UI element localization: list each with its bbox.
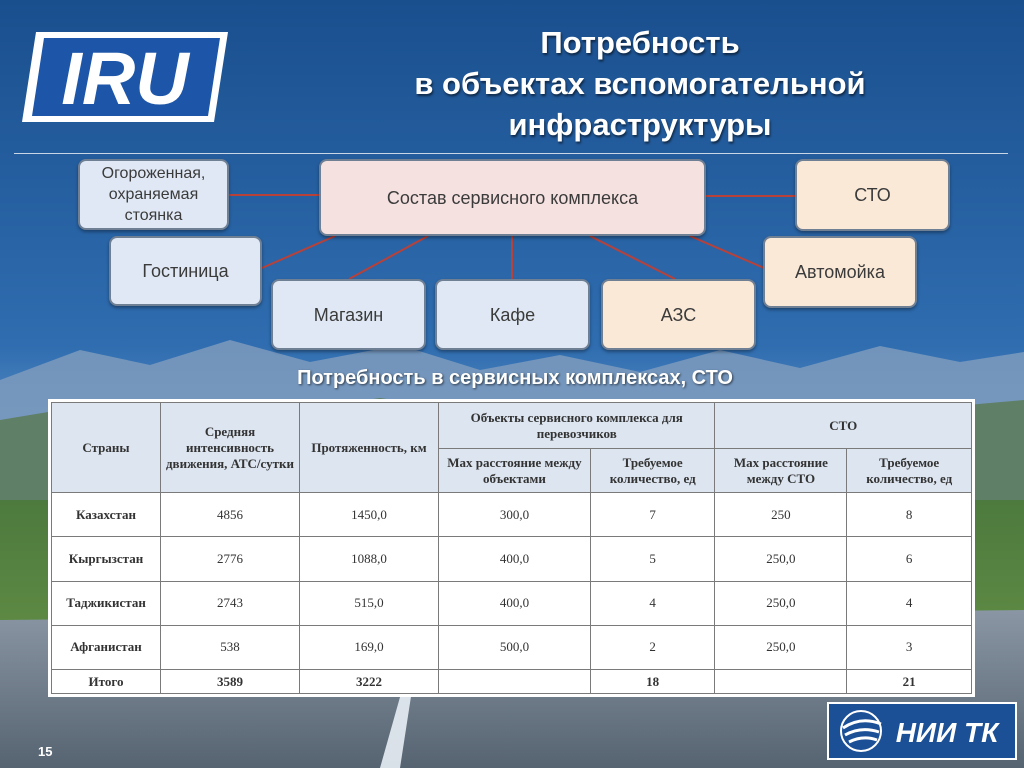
cell-traffic: 4856 — [161, 493, 300, 537]
cell-distance: 300,0 — [439, 493, 591, 537]
cell-country: Таджикистан — [52, 581, 161, 625]
gas-station-box — [601, 279, 756, 350]
cell-count: 5 — [590, 537, 715, 581]
service-needs-table — [48, 399, 975, 697]
cell-length: 1450,0 — [300, 493, 439, 537]
cell-count: 7 — [590, 493, 715, 537]
page-number: 15 — [38, 744, 53, 759]
cell-sto-count: 4 — [847, 581, 972, 625]
nii-tk-logo-text: НИИ ТК — [895, 717, 999, 748]
iru-logo-text: IRU — [61, 37, 189, 120]
table-row — [52, 537, 972, 581]
gas-station-label: АЗС — [660, 304, 697, 325]
total-label: Итого — [52, 670, 161, 694]
cell-sto-count: 8 — [847, 493, 972, 537]
cafe-box — [435, 279, 590, 350]
cell-length: 515,0 — [300, 581, 439, 625]
cell-sto-distance: 250,0 — [715, 625, 847, 669]
sto-label: СТО — [854, 185, 891, 205]
carwash-label: Автомойка — [795, 262, 885, 282]
cell-distance: 400,0 — [439, 581, 591, 625]
cell-sto-distance: 250,0 — [715, 581, 847, 625]
cell-length: 169,0 — [300, 625, 439, 669]
cell-sto-distance: 250,0 — [715, 537, 847, 581]
header-required-count-sto: Требуемое количество, ед — [847, 449, 972, 493]
header-max-distance-sto: Max расстояние между СТО — [715, 449, 847, 493]
cell-sto-count: 6 — [847, 537, 972, 581]
connector-carwash — [690, 236, 764, 268]
header-country: Страны — [52, 403, 161, 493]
cell-country: Кыргызстан — [52, 537, 161, 581]
total-count: 18 — [590, 670, 715, 694]
nii-tk-logo — [827, 702, 1017, 760]
table-total-row — [52, 670, 972, 694]
total-traffic: 3589 — [161, 670, 300, 694]
parking-line-3: стоянка — [124, 207, 183, 224]
header-length: Протяженность, км — [300, 403, 439, 493]
sto-box — [795, 159, 950, 231]
total-sto-distance-empty — [715, 670, 847, 694]
cell-count: 2 — [590, 625, 715, 669]
cell-traffic: 538 — [161, 625, 300, 669]
header-service-group: Объекты сервисного комплекса для перевозчиков — [439, 403, 715, 449]
cell-sto-distance: 250 — [715, 493, 847, 537]
connector-shop — [349, 236, 428, 279]
cell-sto-count: 3 — [847, 625, 972, 669]
table-row — [52, 493, 972, 537]
header-sto-group: СТО — [715, 403, 972, 449]
cell-country: Афганистан — [52, 625, 161, 669]
header-required-count: Требуемое количество, ед — [590, 449, 715, 493]
parking-box — [78, 159, 229, 230]
cell-country: Казахстан — [52, 493, 161, 537]
carwash-box — [763, 236, 917, 308]
header-max-distance-objects: Max расстояние между объектами — [439, 449, 591, 493]
cell-distance: 400,0 — [439, 537, 591, 581]
service-complex-box — [319, 159, 706, 236]
hotel-label: Гостиница — [142, 261, 229, 281]
total-sto-count: 21 — [847, 670, 972, 694]
table-row — [52, 625, 972, 669]
cell-traffic: 2743 — [161, 581, 300, 625]
cell-length: 1088,0 — [300, 537, 439, 581]
shop-label: Магазин — [313, 304, 384, 325]
service-complex-label: Состав сервисного комплекса — [386, 187, 639, 208]
table-row — [52, 581, 972, 625]
cell-traffic: 2776 — [161, 537, 300, 581]
title-line-3: инфраструктуры — [508, 107, 772, 142]
connector-hotel — [262, 236, 335, 268]
total-distance-empty — [439, 670, 591, 694]
cell-distance: 500,0 — [439, 625, 591, 669]
cell-count: 4 — [590, 581, 715, 625]
table-title: Потребность в сервисных комплексах, СТО — [297, 367, 733, 389]
shop-box — [271, 279, 426, 350]
cafe-label: Кафе — [489, 304, 536, 325]
parking-line-2: охраняемая — [108, 186, 199, 203]
title-line-1: Потребность — [540, 25, 740, 60]
hotel-box — [109, 236, 262, 306]
title-line-2: в объектах вспомогательной — [414, 66, 866, 101]
parking-line-1: Огороженная, — [101, 165, 206, 182]
header-traffic: Средняя интенсивность движения, АТС/сутки — [161, 403, 300, 493]
total-length: 3222 — [300, 670, 439, 694]
connector-gas — [590, 236, 675, 279]
